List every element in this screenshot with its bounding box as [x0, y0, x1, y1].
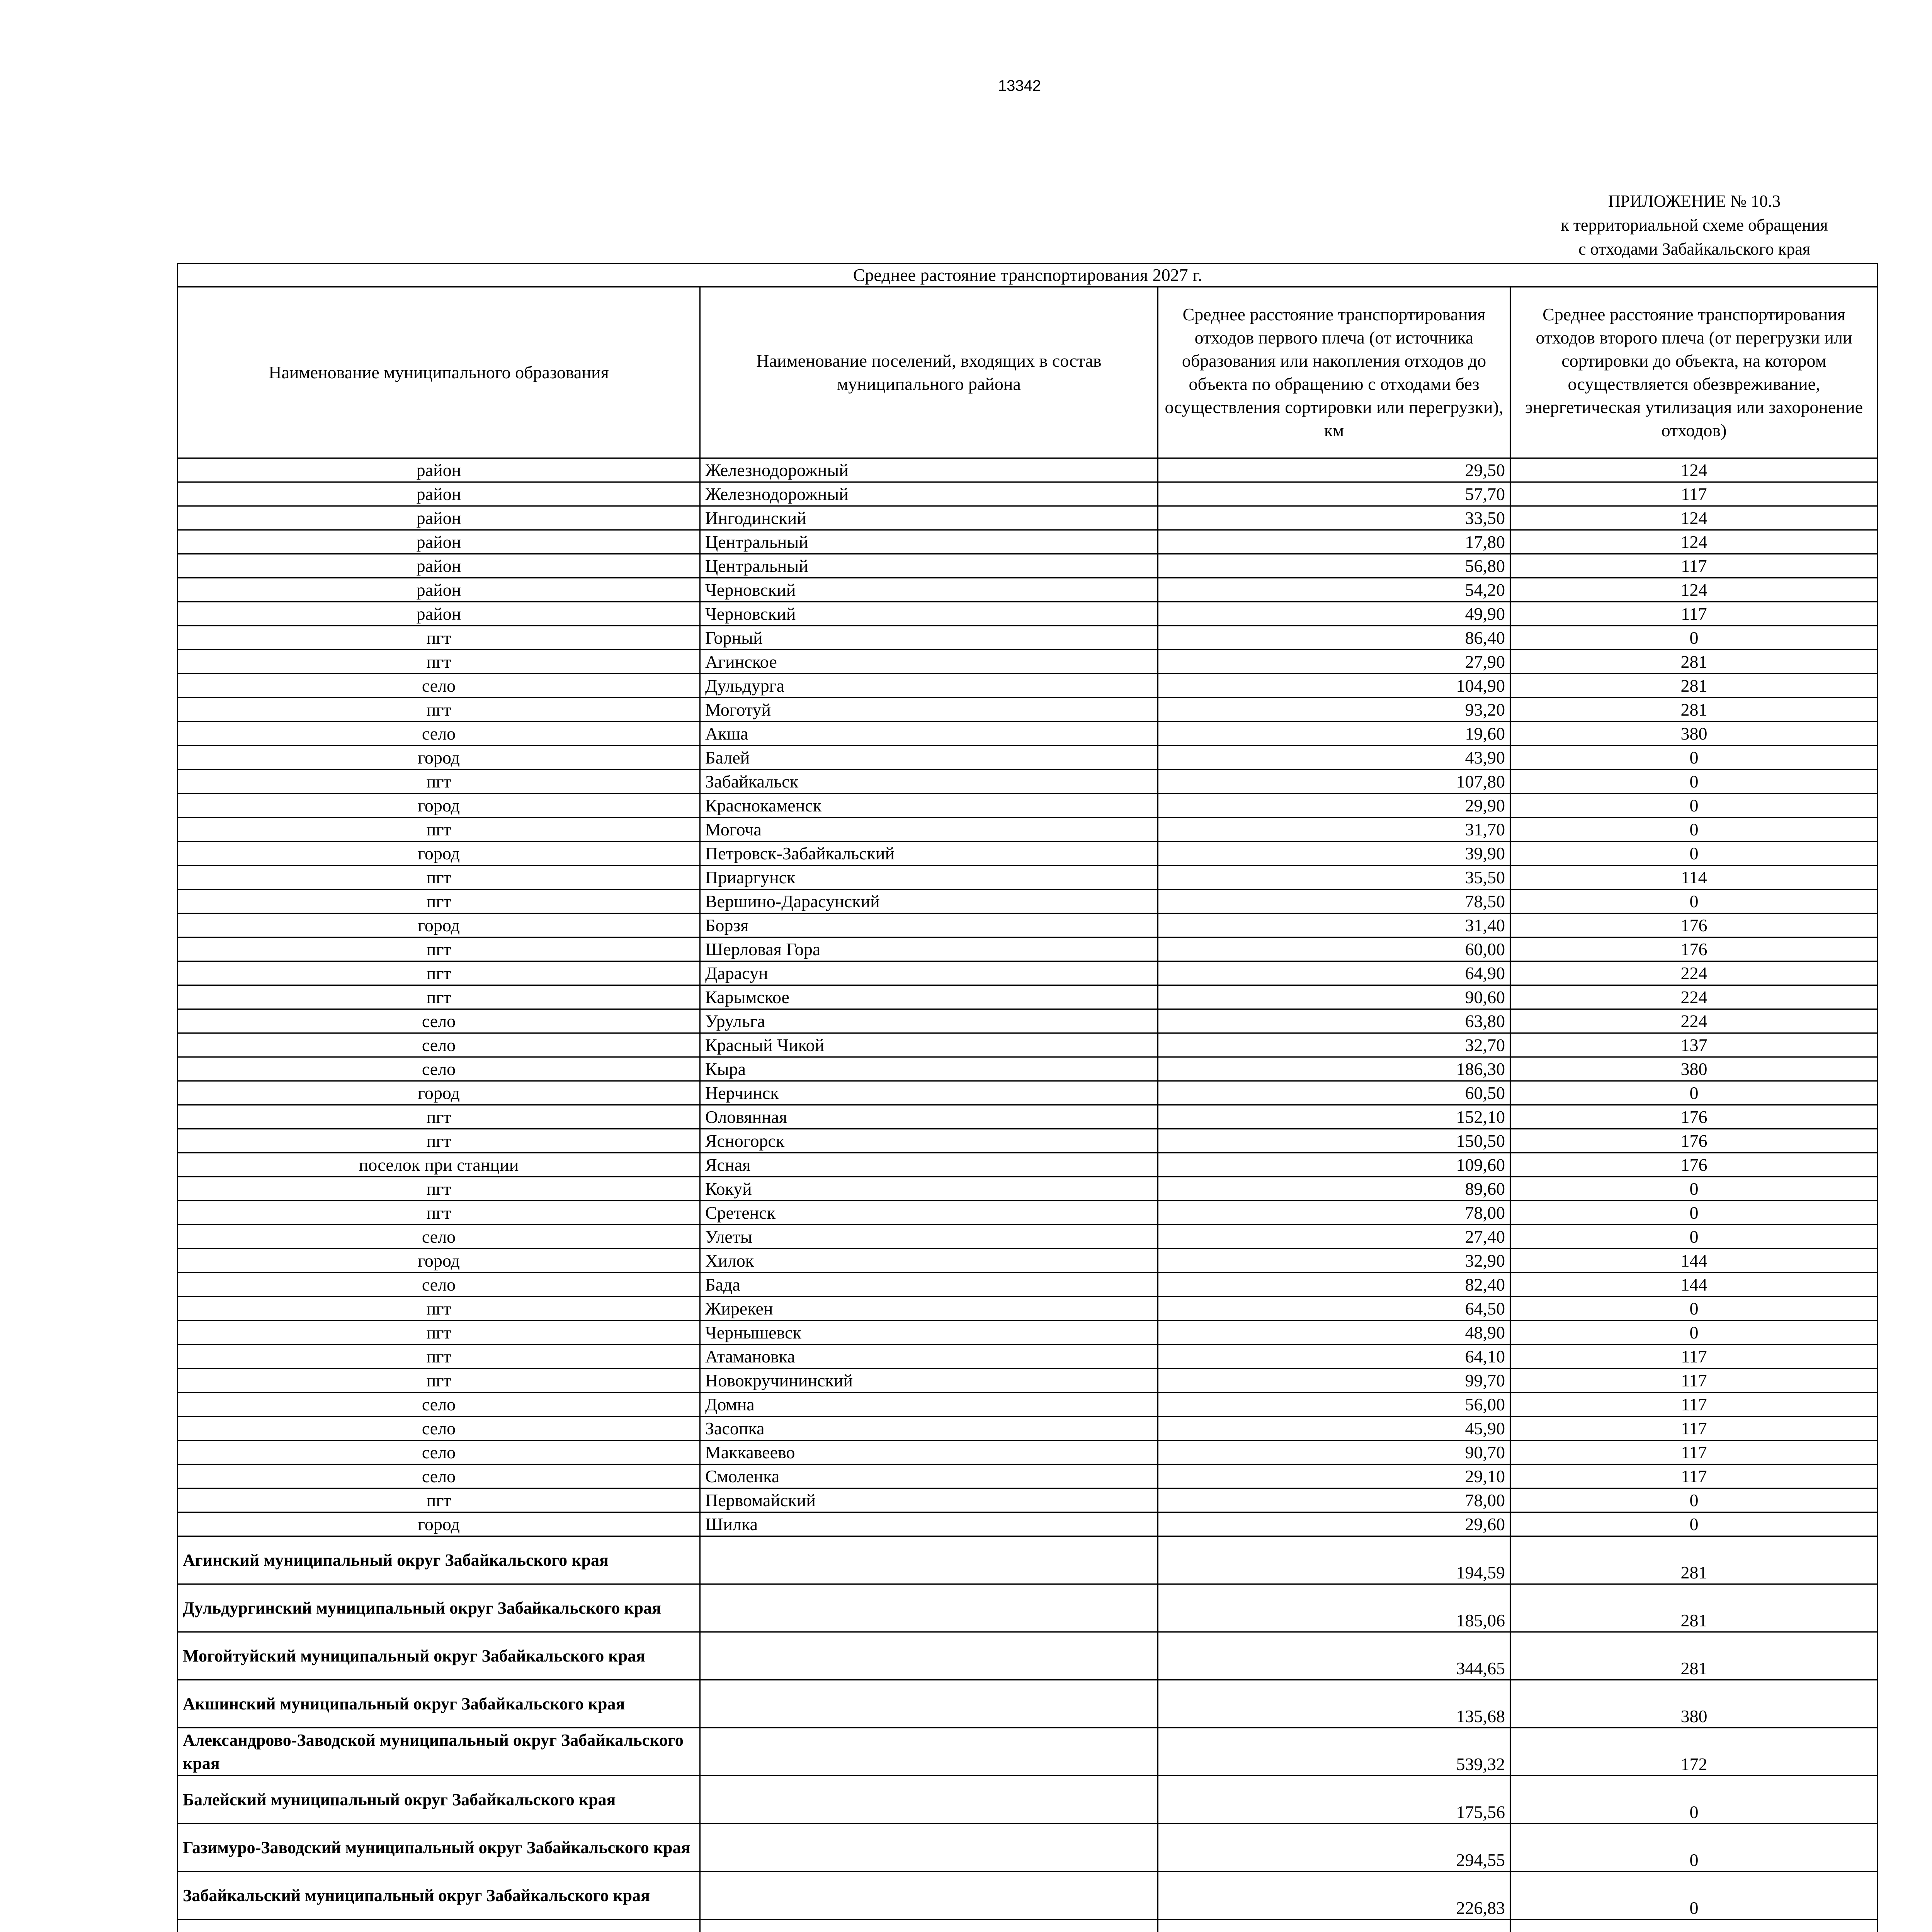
first-leg-distance: 226,83 — [1158, 1872, 1510, 1920]
settlement-row — [178, 1297, 1878, 1321]
settlement-row — [178, 626, 1878, 650]
second-leg-distance: 0 — [1510, 626, 1878, 650]
settlement-name: Кокуй — [700, 1177, 1158, 1201]
second-leg-distance: 380 — [1510, 722, 1878, 746]
settlement-name: Центральный — [700, 530, 1158, 554]
settlement-row — [178, 554, 1878, 578]
settlement-row — [178, 1033, 1878, 1057]
settlement-type: пгт — [178, 1488, 700, 1512]
settlement-row — [178, 889, 1878, 913]
settlement-name: Засопка — [700, 1417, 1158, 1440]
second-leg-distance: 0 — [1510, 770, 1878, 794]
second-leg-distance: 281 — [1510, 1632, 1878, 1680]
settlement-type: пгт — [178, 1177, 700, 1201]
second-leg-distance: 117 — [1510, 1345, 1878, 1369]
first-leg-distance: 35,50 — [1158, 866, 1510, 889]
first-leg-distance: 27,90 — [1158, 650, 1510, 674]
settlement-type: город — [178, 842, 700, 866]
settlement-type: пгт — [178, 866, 700, 889]
settlement-row — [178, 985, 1878, 1009]
municipality-row — [178, 1632, 1878, 1680]
first-leg-distance: 104,90 — [1158, 674, 1510, 698]
settlement-type: пгт — [178, 1105, 700, 1129]
first-leg-distance: 135,68 — [1158, 1680, 1510, 1728]
settlement-name: Чернышевск — [700, 1321, 1158, 1345]
second-leg-distance: 0 — [1510, 842, 1878, 866]
settlement-type: пгт — [178, 1297, 700, 1321]
settlement-name: Ясная — [700, 1153, 1158, 1177]
settlement-type: город — [178, 1249, 700, 1273]
settlement-name: Оловянная — [700, 1105, 1158, 1129]
first-leg-distance: 90,70 — [1158, 1440, 1510, 1464]
first-leg-distance: 56,80 — [1158, 554, 1510, 578]
municipality-name: Газимуро-Заводский муниципальный округ Забайкальского края — [178, 1824, 700, 1872]
appendix-title: ПРИЛОЖЕНИЕ № 10.3 — [1608, 192, 1781, 211]
second-leg-distance: 281 — [1510, 674, 1878, 698]
municipality-row — [178, 1824, 1878, 1872]
first-leg-distance: 194,59 — [1158, 1536, 1510, 1584]
first-leg-distance: 185,06 — [1158, 1584, 1510, 1632]
second-leg-distance: 224 — [1510, 1009, 1878, 1033]
second-leg-distance: 0 — [1510, 1321, 1878, 1345]
settlement-type: район — [178, 458, 700, 482]
settlement-name: Дульдурга — [700, 674, 1158, 698]
first-leg-distance: 86,40 — [1158, 626, 1510, 650]
settlement-type: село — [178, 1009, 700, 1033]
settlement-name: Черновский — [700, 602, 1158, 626]
second-leg-distance: 144 — [1510, 1249, 1878, 1273]
municipality-row — [178, 1728, 1878, 1776]
settlement-row — [178, 770, 1878, 794]
second-leg-distance: 0 — [1510, 1225, 1878, 1249]
settlement-row — [178, 937, 1878, 961]
municipality-settlements-cell — [700, 1776, 1158, 1824]
settlement-type: пгт — [178, 1345, 700, 1369]
settlement-type: село — [178, 1464, 700, 1488]
settlement-row — [178, 1129, 1878, 1153]
second-leg-distance: 114 — [1510, 866, 1878, 889]
settlement-type: пгт — [178, 626, 700, 650]
municipality-settlements-cell — [700, 1632, 1158, 1680]
second-leg-distance: 176 — [1510, 1153, 1878, 1177]
second-leg-distance: 117 — [1510, 602, 1878, 626]
municipality-settlements-cell — [700, 1824, 1158, 1872]
first-leg-distance: 78,00 — [1158, 1488, 1510, 1512]
settlement-name: Нерчинск — [700, 1081, 1158, 1105]
second-leg-distance: 0 — [1510, 1776, 1878, 1824]
first-leg-distance: 64,10 — [1158, 1345, 1510, 1369]
second-leg-distance: 224 — [1510, 961, 1878, 985]
second-leg-distance: 176 — [1510, 1105, 1878, 1129]
settlement-row — [178, 746, 1878, 770]
municipality-name: Балейский муниципальный округ Забайкальского края — [178, 1776, 700, 1824]
settlement-name: Кыра — [700, 1057, 1158, 1081]
municipality-settlements-cell — [700, 1584, 1158, 1632]
settlement-type: район — [178, 506, 700, 530]
second-leg-distance: 0 — [1510, 1297, 1878, 1321]
settlement-type: город — [178, 746, 700, 770]
second-leg-distance: 124 — [1510, 530, 1878, 554]
municipality-name: Акшинский муниципальный округ Забайкальского края — [178, 1680, 700, 1728]
page-number: 13342 — [998, 77, 1041, 94]
settlement-type: район — [178, 554, 700, 578]
first-leg-distance: 107,80 — [1158, 770, 1510, 794]
municipality-name: Дульдургинский муниципальный округ Забайкальского края — [178, 1584, 700, 1632]
settlement-row — [178, 602, 1878, 626]
first-leg-distance: 90,60 — [1158, 985, 1510, 1009]
settlement-row — [178, 1440, 1878, 1464]
settlement-row — [178, 1009, 1878, 1033]
first-leg-distance: 539,32 — [1158, 1728, 1510, 1776]
settlement-row — [178, 506, 1878, 530]
second-leg-distance: 0 — [1510, 818, 1878, 842]
second-leg-distance: 281 — [1510, 698, 1878, 722]
municipality-settlements-cell — [700, 1536, 1158, 1584]
second-leg-distance: 380 — [1510, 1680, 1878, 1728]
settlement-type: село — [178, 1057, 700, 1081]
first-leg-distance: 186,30 — [1158, 1057, 1510, 1081]
municipality-row — [178, 1776, 1878, 1824]
first-leg-distance: 60,00 — [1158, 937, 1510, 961]
municipality-row — [178, 1584, 1878, 1632]
first-leg-distance: 29,90 — [1158, 794, 1510, 818]
municipality-name: Забайкальский муниципальный округ Забайкальского края — [178, 1872, 700, 1920]
settlement-row — [178, 961, 1878, 985]
settlement-name: Балей — [700, 746, 1158, 770]
settlement-name: Сретенск — [700, 1201, 1158, 1225]
first-leg-distance: 54,20 — [1158, 578, 1510, 602]
settlement-name: Вершино-Дарасунский — [700, 889, 1158, 913]
settlement-name: Ингодинский — [700, 506, 1158, 530]
table-title: Среднее растояние транспортирования 2027 г. — [178, 264, 1878, 287]
appendix-header — [1499, 189, 1889, 261]
first-leg-distance: 31,40 — [1158, 913, 1510, 937]
second-leg-distance: 124 — [1510, 578, 1878, 602]
first-leg-distance: 43,90 — [1158, 746, 1510, 770]
first-leg-distance: 78,00 — [1158, 1201, 1510, 1225]
second-leg-distance: 124 — [1510, 506, 1878, 530]
municipality-name — [178, 1920, 700, 1932]
table-title-row — [178, 264, 1878, 287]
settlement-type: пгт — [178, 1201, 700, 1225]
first-leg-distance: 31,70 — [1158, 818, 1510, 842]
settlement-name: Атамановка — [700, 1345, 1158, 1369]
municipality-row — [178, 1872, 1878, 1920]
settlement-type: пгт — [178, 961, 700, 985]
distance-table — [177, 263, 1878, 1932]
first-leg-distance: 344,65 — [1158, 1632, 1510, 1680]
second-leg-distance: 0 — [1510, 794, 1878, 818]
settlement-name: Улеты — [700, 1225, 1158, 1249]
second-leg-distance: 0 — [1510, 1177, 1878, 1201]
settlement-row — [178, 1273, 1878, 1297]
first-leg-distance: 45,90 — [1158, 1417, 1510, 1440]
first-leg-distance: 64,50 — [1158, 1297, 1510, 1321]
settlement-name: Забайкальск — [700, 770, 1158, 794]
settlement-name: Красный Чикой — [700, 1033, 1158, 1057]
first-leg-distance: 63,80 — [1158, 1009, 1510, 1033]
settlement-row — [178, 698, 1878, 722]
first-leg-distance: 152,10 — [1158, 1105, 1510, 1129]
first-leg-distance: 32,90 — [1158, 1249, 1510, 1273]
first-leg-distance: 27,40 — [1158, 1225, 1510, 1249]
settlement-name: Шилка — [700, 1512, 1158, 1536]
settlement-type: город — [178, 794, 700, 818]
second-leg-distance: 117 — [1510, 1417, 1878, 1440]
settlement-type: город — [178, 913, 700, 937]
settlement-type: город — [178, 1081, 700, 1105]
settlement-name: Петровск-Забайкальский — [700, 842, 1158, 866]
second-leg-distance: 176 — [1510, 1129, 1878, 1153]
settlement-row — [178, 1153, 1878, 1177]
second-leg-distance: 0 — [1510, 1488, 1878, 1512]
settlement-type: пгт — [178, 770, 700, 794]
settlement-row — [178, 530, 1878, 554]
municipality-row — [178, 1536, 1878, 1584]
first-leg-distance: 17,80 — [1158, 530, 1510, 554]
table-header-row — [178, 287, 1878, 458]
settlement-name: Домна — [700, 1393, 1158, 1417]
settlement-row — [178, 1177, 1878, 1201]
second-leg-distance: 172 — [1510, 1728, 1878, 1776]
settlement-row — [178, 818, 1878, 842]
second-leg-distance: 0 — [1510, 889, 1878, 913]
first-leg-distance: 48,90 — [1158, 1321, 1510, 1345]
municipality-settlements-cell — [700, 1920, 1158, 1932]
settlement-type: поселок при станции — [178, 1153, 700, 1177]
second-leg-distance: 176 — [1510, 937, 1878, 961]
municipality-name: Александрово-Заводской муниципальный округ Забайкальского края — [178, 1728, 700, 1776]
first-leg-distance: 99,70 — [1158, 1369, 1510, 1393]
settlement-type: пгт — [178, 985, 700, 1009]
first-leg-distance: 89,60 — [1158, 1177, 1510, 1201]
settlement-row — [178, 1201, 1878, 1225]
settlement-name: Агинское — [700, 650, 1158, 674]
settlement-type: район — [178, 482, 700, 506]
settlement-type: район — [178, 578, 700, 602]
second-leg-distance: 380 — [1510, 1057, 1878, 1081]
settlement-row — [178, 913, 1878, 937]
settlement-row — [178, 1393, 1878, 1417]
first-leg-distance: 49,90 — [1158, 602, 1510, 626]
second-leg-distance: 117 — [1510, 554, 1878, 578]
first-leg-distance: 60,50 — [1158, 1081, 1510, 1105]
settlement-name: Железнодорожный — [700, 482, 1158, 506]
settlement-row — [178, 1057, 1878, 1081]
first-leg-distance: 29,60 — [1158, 1512, 1510, 1536]
settlement-name: Маккавеево — [700, 1440, 1158, 1464]
settlement-type: пгт — [178, 818, 700, 842]
second-leg-distance: 281 — [1510, 1584, 1878, 1632]
first-leg-distance: 56,00 — [1158, 1393, 1510, 1417]
settlement-name: Горный — [700, 626, 1158, 650]
second-leg-distance: 224 — [1510, 985, 1878, 1009]
settlement-type: село — [178, 1393, 700, 1417]
settlement-row — [178, 1249, 1878, 1273]
settlement-name: Борзя — [700, 913, 1158, 937]
settlement-row — [178, 1321, 1878, 1345]
second-leg-distance: 0 — [1510, 1081, 1878, 1105]
first-leg-distance: 29,50 — [1158, 458, 1510, 482]
second-leg-distance: 0 — [1510, 746, 1878, 770]
settlement-row — [178, 794, 1878, 818]
settlement-row — [178, 1105, 1878, 1129]
settlement-type: село — [178, 722, 700, 746]
first-leg-distance: 82,40 — [1158, 1273, 1510, 1297]
second-leg-distance: 124 — [1510, 458, 1878, 482]
settlement-type: район — [178, 530, 700, 554]
settlement-name: Первомайский — [700, 1488, 1158, 1512]
second-leg-distance: 117 — [1510, 1464, 1878, 1488]
header-first-leg-distance: Среднее расстояние транспортирования отходов первого плеча (от источника образования или накопления отходов до объекта по обращению с отходами без осуществления сортировки или перегрузки), км — [1158, 287, 1510, 458]
municipality-row — [178, 1680, 1878, 1728]
settlement-row — [178, 1512, 1878, 1536]
settlement-name: Смоленка — [700, 1464, 1158, 1488]
settlement-row — [178, 842, 1878, 866]
settlement-row — [178, 1225, 1878, 1249]
settlement-type: пгт — [178, 937, 700, 961]
second-leg-distance: 117 — [1510, 1369, 1878, 1393]
settlement-name: Железнодорожный — [700, 458, 1158, 482]
municipality-settlements-cell — [700, 1680, 1158, 1728]
settlement-row — [178, 722, 1878, 746]
header-settlements: Наименование поселений, входящих в состав муниципального района — [700, 287, 1158, 458]
second-leg-distance: 117 — [1510, 1393, 1878, 1417]
first-leg-distance: 32,70 — [1158, 1033, 1510, 1057]
settlement-name: Жирекен — [700, 1297, 1158, 1321]
settlement-row — [178, 458, 1878, 482]
first-leg-distance: 78,50 — [1158, 889, 1510, 913]
settlement-name: Карымское — [700, 985, 1158, 1009]
settlement-type: село — [178, 674, 700, 698]
settlement-row — [178, 1081, 1878, 1105]
first-leg-distance: 29,10 — [1158, 1464, 1510, 1488]
settlement-row — [178, 1464, 1878, 1488]
first-leg-distance — [1158, 1920, 1510, 1932]
second-leg-distance: 137 — [1510, 1033, 1878, 1057]
settlement-name: Новокручининский — [700, 1369, 1158, 1393]
first-leg-distance: 57,70 — [1158, 482, 1510, 506]
settlement-type: пгт — [178, 698, 700, 722]
settlement-type: район — [178, 602, 700, 626]
first-leg-distance: 109,60 — [1158, 1153, 1510, 1177]
settlement-name: Урульга — [700, 1009, 1158, 1033]
settlement-type: пгт — [178, 1321, 700, 1345]
settlement-type: село — [178, 1225, 700, 1249]
first-leg-distance: 19,60 — [1158, 722, 1510, 746]
settlement-name: Ясногорск — [700, 1129, 1158, 1153]
settlement-type: город — [178, 1512, 700, 1536]
second-leg-distance: 117 — [1510, 1440, 1878, 1464]
first-leg-distance: 39,90 — [1158, 842, 1510, 866]
settlement-row — [178, 1345, 1878, 1369]
settlement-name: Дарасун — [700, 961, 1158, 985]
appendix-subtitle-2: с отходами Забайкальского края — [1578, 240, 1810, 259]
settlement-name: Моготуй — [700, 698, 1158, 722]
settlement-type: пгт — [178, 1129, 700, 1153]
settlement-name: Акша — [700, 722, 1158, 746]
settlement-row — [178, 1369, 1878, 1393]
settlement-type: пгт — [178, 1369, 700, 1393]
second-leg-distance: 0 — [1510, 1201, 1878, 1225]
settlement-row — [178, 650, 1878, 674]
settlement-type: село — [178, 1440, 700, 1464]
appendix-subtitle-1: к территориальной схеме обращения — [1561, 216, 1828, 235]
second-leg-distance: 0 — [1510, 1824, 1878, 1872]
second-leg-distance: 281 — [1510, 650, 1878, 674]
settlement-row — [178, 482, 1878, 506]
header-second-leg-distance: Среднее расстояние транспортирования отходов второго плеча (от перегрузки или сортировки до объекта, на котором осуществляется обезвреживание, энергетическая утилизация или захоронение отходов) — [1510, 287, 1878, 458]
municipality-settlements-cell — [700, 1872, 1158, 1920]
second-leg-distance: 0 — [1510, 1872, 1878, 1920]
first-leg-distance: 64,90 — [1158, 961, 1510, 985]
first-leg-distance: 150,50 — [1158, 1129, 1510, 1153]
municipality-settlements-cell — [700, 1728, 1158, 1776]
settlement-name: Приаргунск — [700, 866, 1158, 889]
municipality-name: Агинский муниципальный округ Забайкальского края — [178, 1536, 700, 1584]
settlement-row — [178, 866, 1878, 889]
header-municipality: Наименование муниципального образования — [178, 287, 700, 458]
settlement-type: село — [178, 1417, 700, 1440]
first-leg-distance: 175,56 — [1158, 1776, 1510, 1824]
settlement-type: село — [178, 1273, 700, 1297]
settlement-name: Могоча — [700, 818, 1158, 842]
second-leg-distance: 0 — [1510, 1512, 1878, 1536]
first-leg-distance: 33,50 — [1158, 506, 1510, 530]
second-leg-distance: 144 — [1510, 1273, 1878, 1297]
settlement-name: Шерловая Гора — [700, 937, 1158, 961]
settlement-name: Центральный — [700, 554, 1158, 578]
settlement-row — [178, 578, 1878, 602]
settlement-type: пгт — [178, 650, 700, 674]
settlement-row — [178, 1417, 1878, 1440]
municipality-name: Могойтуйский муниципальный округ Забайкальского края — [178, 1632, 700, 1680]
first-leg-distance: 294,55 — [1158, 1824, 1510, 1872]
settlement-name: Бада — [700, 1273, 1158, 1297]
first-leg-distance: 93,20 — [1158, 698, 1510, 722]
settlement-type: село — [178, 1033, 700, 1057]
settlement-name: Краснокаменск — [700, 794, 1158, 818]
settlement-type: пгт — [178, 889, 700, 913]
second-leg-distance: 117 — [1510, 482, 1878, 506]
second-leg-distance: 176 — [1510, 913, 1878, 937]
settlement-name: Черновский — [700, 578, 1158, 602]
settlement-name: Хилок — [700, 1249, 1158, 1273]
second-leg-distance — [1510, 1920, 1878, 1932]
municipality-row — [178, 1920, 1878, 1932]
second-leg-distance: 281 — [1510, 1536, 1878, 1584]
settlement-row — [178, 674, 1878, 698]
settlement-row — [178, 1488, 1878, 1512]
